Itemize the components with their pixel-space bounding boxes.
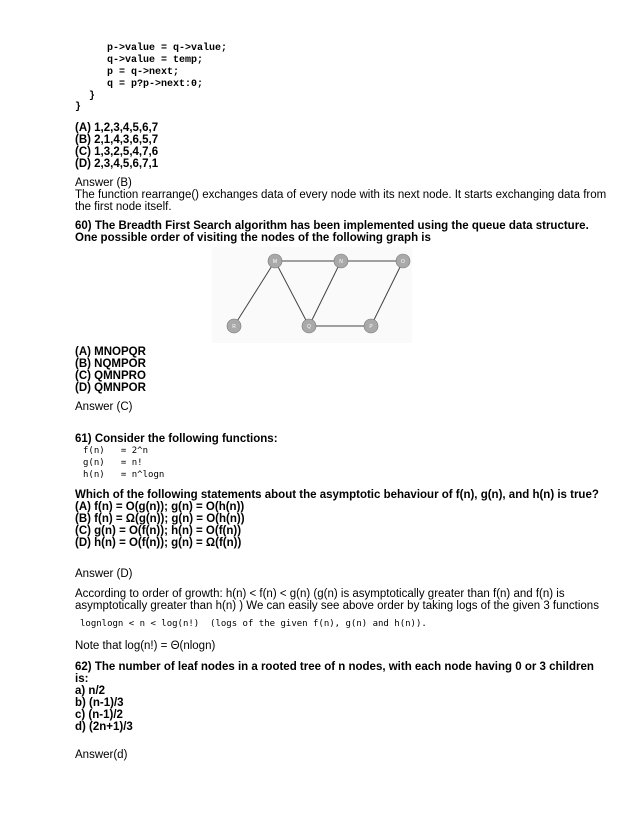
code-closing-brace: } — [89, 91, 96, 102]
option-d: d) (2n+1)/3 — [75, 721, 133, 733]
node-label: R — [232, 324, 236, 330]
option-b: (B) f(n) = Ω(g(n)); g(n) = O(h(n)) — [75, 513, 245, 525]
option-d: (D) 2,3,4,5,6,7,1 — [75, 158, 159, 170]
question-61: 61) Consider the following functions: — [75, 433, 278, 445]
node-r — [227, 319, 241, 333]
option-a: (A) MNOPQR — [75, 346, 146, 358]
option-c: (C) QMNPRO — [75, 370, 146, 382]
node-o — [396, 254, 410, 268]
explanation-line: asymptotically greater than h(n) ) We can easily see above order by taking logs of the given 3 functions — [75, 600, 599, 612]
answer: Answer(d) — [75, 749, 128, 761]
log-order-line: lognlogn < n < log(n!) (logs of the given f(n), g(n) and h(n)). — [80, 619, 427, 629]
bfs-graph — [212, 247, 412, 343]
edge-o-p — [371, 261, 403, 326]
question-60: One possible order of visiting the nodes of the following graph is — [75, 232, 431, 244]
question-62: 62) The number of leaf nodes in a rooted tree of n nodes, with each node having 0 or 3 children — [75, 661, 594, 673]
answer: Answer (C) — [75, 401, 133, 413]
node-p — [364, 319, 378, 333]
option-d: (D) QMNPOR — [75, 382, 146, 394]
explanation-line: The function rearrange() exchanges data of every node with its next node. It starts exchanging data from — [75, 189, 607, 201]
node-label: Q — [307, 324, 311, 330]
code-line: p->value = q->value; — [107, 43, 228, 54]
explanation-line: the first node itself. — [75, 201, 172, 213]
question-61-prompt: Which of the following statements about the asymptotic behaviour of f(n), g(n), and h(n) is true? — [75, 489, 599, 501]
edge-m-q — [272, 259, 309, 326]
code-closing-brace: } — [75, 102, 82, 113]
option-b: (B) 2,1,4,3,6,5,7 — [75, 134, 159, 146]
node-label: M — [272, 259, 278, 265]
code-line: p = q->next; — [107, 67, 180, 78]
function-def: g(n) = n! — [83, 458, 143, 468]
option-c: (C) 1,3,2,5,4,7,6 — [75, 146, 159, 158]
option-d: (D) h(n) = O(f(n)); g(n) = Ω(f(n)) — [75, 537, 242, 549]
question-60: 60) The Breadth First Search algorithm has been implemented using the queue data structure. — [75, 220, 589, 232]
answer: Answer (B) — [75, 177, 132, 189]
node-label: P — [369, 324, 373, 330]
node-label: O — [401, 259, 405, 265]
answer: Answer (D) — [75, 568, 133, 580]
node-m — [268, 254, 282, 268]
graph-svg — [212, 247, 412, 343]
edge-m-r — [234, 259, 278, 326]
option-a: (A) f(n) = O(g(n)); g(n) = O(h(n)) — [75, 501, 245, 513]
option-c: (C) g(n) = O(f(n)); h(n) = O(f(n)) — [75, 525, 242, 537]
code-line: q->value = temp; — [107, 55, 204, 66]
node-q — [302, 319, 316, 333]
note: Note that log(n!) = Θ(nlogn) — [75, 640, 216, 652]
option-b: b) (n-1)/3 — [75, 697, 124, 709]
function-def: h(n) = n^logn — [83, 470, 165, 480]
option-a: a) n/2 — [75, 685, 106, 697]
node-n — [334, 254, 348, 268]
code-line: q = p?p->next:0; — [107, 79, 204, 90]
function-def: f(n) = 2^n — [83, 446, 149, 456]
explanation-line: According to order of growth: h(n) < f(n) < g(n) (g(n) is asymptotically greater than f(n) and f(n) is — [75, 588, 565, 600]
option-a: (A) 1,2,3,4,5,6,7 — [75, 122, 159, 134]
option-b: (B) NQMPOR — [75, 358, 146, 370]
node-label: N — [339, 259, 343, 265]
option-c: c) (n-1)/2 — [75, 709, 123, 721]
question-62: is: — [75, 673, 89, 685]
edge-n-q — [309, 261, 341, 326]
